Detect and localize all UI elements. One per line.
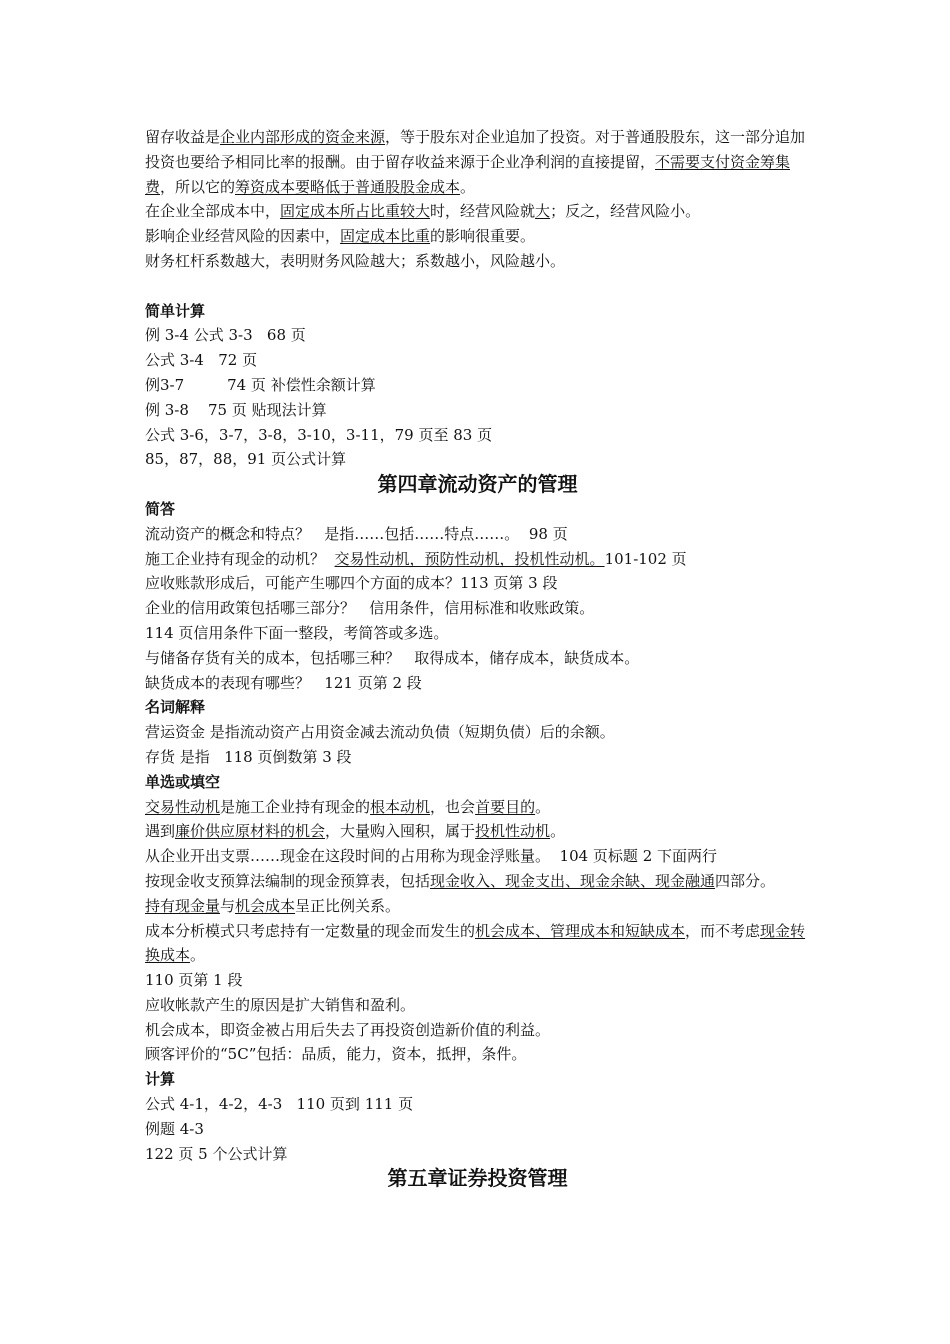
list-item: 成本分析模式只考虑持有一定数量的现金而发生的机会成本、管理成本和短缺成本，而不考虑现金转换成本。	[145, 921, 806, 965]
list-item: 公式 3-6，3-7，3-8，3-10，3-11，79 页至 83 页	[145, 425, 493, 444]
document-page	[145, 125, 810, 1191]
section-heading-term-definition: 名词解释	[145, 698, 206, 717]
underlined-text: 现金收入、现金支出、现金余缺、现金融通	[430, 871, 716, 890]
underlined-text: 交易性动机	[145, 797, 221, 816]
section-heading-simple-calc: 简单计算	[145, 301, 206, 320]
paragraph-financial-leverage: 财务杠杆系数越大，表明财务风险越大；系数越小，风险越小。	[145, 251, 566, 270]
paragraph-risk-factors: 影响企业经营风险的因素中，固定成本比重的影响很重要。	[145, 227, 536, 246]
paragraph-retained-earnings: 留存收益是企业内部形成的资金来源，等于股东对企业追加了投资。对于普通股股东，这一部分追加投资也要给予相同比率的报酬。由于留存收益来源于企业净利润的直接提留，不需要支付资金筹集费，所以它的筹资成本要略低于普通股股金成本。	[145, 128, 806, 196]
list-item: 持有现金量与机会成本呈正比例关系。	[145, 896, 401, 915]
underlined-text: 筹资成本要略低于普通股股金成本	[235, 177, 461, 196]
section-heading-choice-fill: 单选或填空	[145, 772, 221, 791]
underlined-text: 企业内部形成的资金来源	[220, 128, 386, 146]
chapter-title-4: 第四章流动资产的管理	[377, 472, 578, 497]
list-item: 例 3-8 75 页 贴现法计算	[145, 400, 327, 419]
underlined-text: 首要目的	[475, 797, 536, 816]
list-item: 应收帐款产生的原因是扩大销售和盈利。	[145, 995, 416, 1014]
list-item: 公式 3-4 72 页	[145, 351, 258, 370]
spacer	[145, 274, 810, 299]
list-item: 存货 是指 118 页倒数第 3 段	[145, 747, 352, 766]
list-item: 122 页 5 个公式计算	[145, 1144, 288, 1163]
underlined-text: 固定成本所占比重较大	[280, 202, 431, 221]
list-item: 例3-7 74 页 补偿性余额计算	[145, 375, 376, 394]
list-item: 例 3-4 公式 3-3 68 页	[145, 326, 306, 345]
list-item: 例题 4-3	[145, 1119, 204, 1138]
list-item: 85，87，88，91 页公式计算	[145, 450, 347, 469]
list-item: 顾客评价的“5C”包括：品质，能力，资本，抵押，条件。	[145, 1045, 527, 1064]
section-heading-calculation: 计算	[145, 1070, 176, 1089]
paragraph-operating-risk: 在企业全部成本中，固定成本所占比重较大时，经营风险就大；反之，经营风险小。	[145, 202, 701, 221]
underlined-text: 现金转换成本	[145, 921, 806, 965]
list-item: 流动资产的概念和特点？ 是指……包括……特点……。 98 页	[145, 524, 568, 543]
underlined-text: 廉价供应原材料的机会	[175, 822, 326, 841]
list-item: 公式 4-1，4-2，4-3 110 页到 111 页	[145, 1095, 414, 1114]
list-item: 企业的信用政策包括哪三部分？ 信用条件，信用标准和收账政策。	[145, 599, 595, 618]
underlined-text: 交易性动机，预防性动机，投机性动机。	[334, 549, 605, 568]
list-item: 机会成本，即资金被占用后失去了再投资创造新价值的利益。	[145, 1020, 551, 1039]
list-item: 营运资金 是指流动资产占用资金减去流动负债（短期负债）后的余额。	[145, 723, 615, 742]
list-item: 遇到廉价供应原材料的机会，大量购入囤积，属于投机性动机。	[145, 822, 566, 841]
list-item: 应收账款形成后，可能产生哪四个方面的成本？113 页第 3 段	[145, 574, 558, 593]
list-item: 110 页第 1 段	[145, 971, 243, 990]
list-item: 施工企业持有现金的动机？ 交易性动机，预防性动机，投机性动机。101-102 页	[145, 549, 687, 568]
list-item: 按现金收支预算法编制的现金预算表，包括现金收入、现金支出、现金余缺、现金融通四部分。	[145, 871, 776, 890]
underlined-text: 机会成本	[235, 896, 296, 915]
list-item: 缺货成本的表现有哪些？ 121 页第 2 段	[145, 673, 422, 692]
underlined-text: 投机性动机	[475, 822, 551, 841]
list-item: 与储备存货有关的成本，包括哪三种？ 取得成本，储存成本，缺货成本。	[145, 648, 640, 667]
underlined-text: 固定成本比重	[340, 227, 431, 246]
underlined-text: 机会成本、管理成本和短缺成本	[475, 921, 686, 940]
list-item: 114 页信用条件下面一整段，考简答或多选。	[145, 623, 449, 642]
underlined-text: 大	[535, 202, 551, 221]
list-item: 从企业开出支票……现金在这段时间的占用称为现金浮账量。 104 页标题 2 下面两行	[145, 847, 718, 866]
underlined-text: 根本动机	[370, 797, 431, 816]
section-heading-short-answer: 简答	[145, 499, 176, 518]
underlined-text: 不需要支付资金筹集费	[145, 152, 791, 196]
chapter-title-5: 第五章证券投资管理	[387, 1166, 568, 1191]
underlined-text: 持有现金量	[145, 896, 221, 915]
list-item: 交易性动机是施工企业持有现金的根本动机，也会首要目的。	[145, 797, 551, 816]
